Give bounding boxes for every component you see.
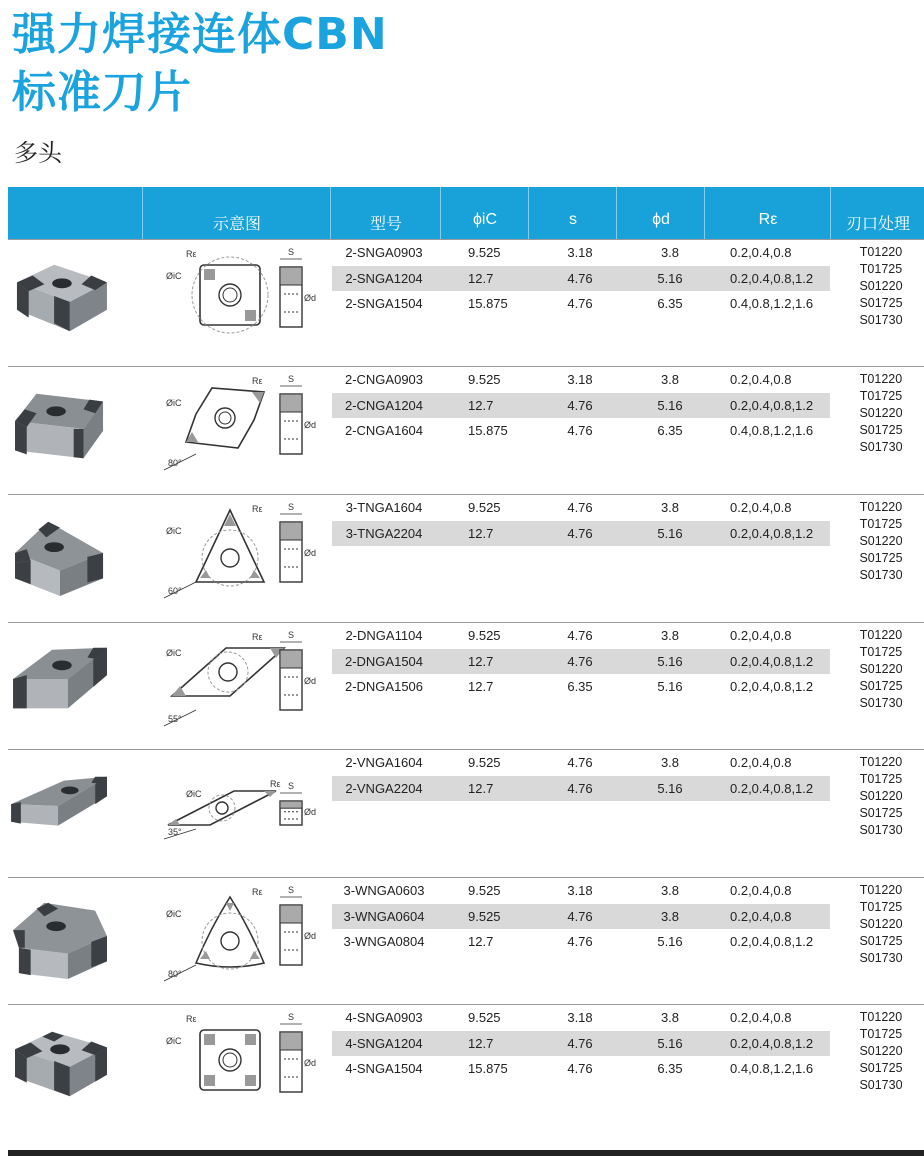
- cell-d: 6.35: [657, 1061, 683, 1076]
- cell-model: 3-WNGA0604: [343, 908, 425, 924]
- cell-ic: 12.7: [468, 270, 494, 286]
- page-title-line1: 强力焊接连体CBN: [12, 9, 388, 60]
- label-re: Rε: [186, 249, 197, 259]
- cell-ic: 15.875: [468, 423, 508, 438]
- cell-s: 3.18: [567, 245, 593, 260]
- header-separator: [704, 187, 705, 239]
- cell-ic: 15.875: [468, 1061, 508, 1076]
- cell-s: 4.76: [567, 1035, 593, 1051]
- cell-ic: 12.7: [468, 679, 494, 694]
- cell-s: 3.18: [567, 1010, 593, 1025]
- edge-treatment: S01725: [859, 296, 903, 310]
- table-row: [332, 878, 830, 903]
- edge-treatment: T01220: [859, 1010, 903, 1024]
- cell-model: 2-VNGA2204: [345, 780, 423, 796]
- edge-treatment: T01220: [859, 245, 903, 259]
- cell-re: 0.2,0.4,0.8: [730, 372, 792, 387]
- insert-group: [8, 1004, 924, 1132]
- insert-photo: [8, 380, 112, 470]
- edge-treatment-list: [846, 627, 916, 712]
- edge-treatment: T01220: [859, 628, 903, 642]
- edge-treatment: T01220: [859, 755, 903, 769]
- cell-model: 3-WNGA0804: [343, 934, 425, 949]
- cell-ic: 9.525: [468, 372, 501, 387]
- table-row: [332, 776, 830, 801]
- label-s: S: [288, 374, 295, 384]
- cell-re: 0.2,0.4,0.8,1.2: [730, 653, 814, 669]
- cell-ic: 12.7: [468, 397, 494, 413]
- cell-ic: 9.525: [468, 908, 501, 924]
- edge-treatment: S01730: [859, 568, 903, 582]
- cell-s: 4.76: [567, 908, 593, 924]
- cell-re: 0.2,0.4,0.8,1.2: [730, 525, 814, 541]
- cell-model: 3-TNGA2204: [345, 525, 423, 541]
- edge-treatment: T01220: [859, 883, 903, 897]
- label-ic: ØiC: [166, 909, 182, 919]
- page-title-line2: 标准刀片: [12, 67, 192, 118]
- insert-group: [8, 366, 924, 494]
- edge-treatment: S01220: [859, 279, 903, 293]
- cell-ic: 12.7: [468, 1035, 494, 1051]
- table-row: [332, 904, 830, 929]
- cell-model: 4-SNGA1204: [345, 1035, 423, 1051]
- edge-treatment: S01725: [859, 551, 903, 565]
- cell-s: 4.76: [567, 397, 593, 413]
- cell-d: 3.8: [660, 755, 680, 770]
- table-row: [332, 649, 830, 674]
- cell-ic: 12.7: [468, 934, 494, 949]
- label-re: Rε: [252, 632, 263, 642]
- table-row: [332, 367, 830, 392]
- label-ic: ØiC: [186, 789, 202, 799]
- insert-group: [8, 622, 924, 750]
- cell-model: 2-CNGA0903: [344, 372, 424, 387]
- header-separator: [330, 187, 331, 239]
- cell-re: 0.2,0.4,0.8: [730, 245, 792, 260]
- insert-photo: [8, 253, 112, 343]
- table-row: [332, 495, 830, 520]
- table-row: [332, 674, 830, 699]
- edge-treatment: T01725: [859, 772, 903, 786]
- cell-re: 0.2,0.4,0.8: [730, 628, 792, 643]
- edge-treatment: S01220: [859, 662, 903, 676]
- label-re: Rε: [252, 504, 263, 514]
- table-row: [332, 291, 830, 316]
- edge-treatment: T01725: [859, 389, 903, 403]
- cell-s: 3.18: [567, 883, 593, 898]
- cell-re: 0.2,0.4,0.8,1.2: [730, 397, 814, 413]
- cell-re: 0.2,0.4,0.8,1.2: [730, 679, 814, 694]
- cell-s: 4.76: [567, 628, 593, 643]
- edge-treatment-list: [846, 499, 916, 584]
- edge-treatment: T01725: [859, 517, 903, 531]
- header-ic: ϕiC: [472, 211, 498, 228]
- edge-treatment: S01220: [859, 1044, 903, 1058]
- cell-d: 3.8: [660, 628, 680, 643]
- label-s: S: [288, 630, 295, 640]
- cell-d: 5.16: [657, 780, 683, 796]
- cell-model: 2-DNGA1104: [345, 628, 423, 643]
- insert-diagram: [152, 881, 330, 991]
- cell-d: 5.16: [657, 270, 683, 286]
- edge-treatment: S01220: [859, 917, 903, 931]
- header-separator: [440, 187, 441, 239]
- cell-model: 4-SNGA1504: [345, 1061, 423, 1076]
- cell-ic: 15.875: [468, 296, 508, 311]
- edge-treatment-list: [846, 371, 916, 456]
- edge-treatment: S01730: [859, 696, 903, 710]
- label-d: Ød: [304, 1058, 317, 1068]
- cell-d: 6.35: [657, 296, 683, 311]
- cell-re: 0.4,0.8,1.2,1.6: [730, 296, 814, 311]
- label-ic: ØiC: [166, 648, 182, 658]
- label-angle: 80°: [168, 969, 182, 979]
- cell-d: 6.35: [657, 423, 683, 438]
- edge-treatment: S01725: [859, 423, 903, 437]
- edge-treatment: S01220: [859, 406, 903, 420]
- edge-treatment: T01220: [859, 372, 903, 386]
- label-d: Ød: [304, 548, 317, 558]
- cell-s: 4.76: [567, 500, 593, 515]
- insert-diagram: [152, 1008, 330, 1118]
- insert-group: [8, 749, 924, 877]
- label-d: Ød: [304, 420, 317, 430]
- label-re: Rε: [270, 779, 281, 789]
- insert-photo: [8, 763, 112, 853]
- insert-group: [8, 239, 924, 367]
- table-row: [332, 240, 830, 265]
- insert-photo: [8, 636, 112, 726]
- edge-treatment: T01220: [859, 500, 903, 514]
- cell-d: 3.8: [660, 245, 680, 260]
- edge-treatment: S01220: [859, 534, 903, 548]
- edge-treatment: S01725: [859, 1061, 903, 1075]
- table-row: [332, 623, 830, 648]
- cell-s: 3.18: [567, 372, 593, 387]
- header-model: 型号: [369, 216, 402, 233]
- cell-s: 6.35: [567, 679, 593, 694]
- cell-ic: 9.525: [468, 500, 501, 515]
- cell-s: 4.76: [567, 934, 593, 949]
- cell-re: 0.2,0.4,0.8: [730, 883, 792, 898]
- label-ic: ØiC: [166, 526, 182, 536]
- label-ic: ØiC: [166, 271, 182, 281]
- label-s: S: [288, 502, 295, 512]
- section-subtitle: 多头: [14, 139, 62, 167]
- table-row: [332, 266, 830, 291]
- header-separator: [830, 187, 831, 239]
- cell-model: 2-VNGA1604: [345, 755, 423, 770]
- label-angle: 80°: [168, 458, 182, 468]
- insert-photo: [8, 508, 112, 598]
- insert-photo: [8, 891, 112, 981]
- label-re: Rε: [252, 376, 263, 386]
- table-row: [332, 1005, 830, 1030]
- cell-ic: 12.7: [468, 780, 494, 796]
- cell-ic: 9.525: [468, 755, 501, 770]
- cell-s: 4.76: [567, 525, 593, 541]
- table-header: [8, 187, 924, 239]
- edge-treatment: S01730: [859, 313, 903, 327]
- cell-s: 4.76: [567, 1061, 593, 1076]
- cell-model: 2-CNGA1604: [344, 423, 424, 438]
- label-d: Ød: [304, 807, 317, 817]
- cell-model: 2-SNGA0903: [345, 245, 423, 260]
- cell-model: 3-WNGA0603: [343, 883, 425, 898]
- edge-treatment: T01725: [859, 900, 903, 914]
- cell-ic: 9.525: [468, 245, 501, 260]
- edge-treatment: S01220: [859, 789, 903, 803]
- edge-treatment-list: [846, 754, 916, 839]
- cell-d: 3.8: [660, 883, 680, 898]
- header-separator: [142, 187, 143, 239]
- table-row: [332, 521, 830, 546]
- cell-ic: 12.7: [468, 525, 494, 541]
- header-re: Rε: [758, 211, 778, 228]
- cell-model: 2-CNGA1204: [344, 397, 424, 413]
- cell-d: 5.16: [657, 525, 683, 541]
- edge-treatment: S01730: [859, 823, 903, 837]
- header-separator: [528, 187, 529, 239]
- cell-re: 0.2,0.4,0.8: [730, 1010, 792, 1025]
- cell-s: 4.76: [567, 423, 593, 438]
- cell-model: 3-TNGA1604: [345, 500, 423, 515]
- edge-treatment: S01730: [859, 440, 903, 454]
- cell-ic: 9.525: [468, 628, 501, 643]
- cell-d: 5.16: [657, 934, 683, 949]
- cell-s: 4.76: [567, 780, 593, 796]
- cell-d: 5.16: [657, 653, 683, 669]
- edge-treatment: S01725: [859, 806, 903, 820]
- edge-treatment: T01725: [859, 645, 903, 659]
- cell-model: 4-SNGA0903: [345, 1010, 423, 1025]
- cell-model: 2-DNGA1506: [344, 679, 424, 694]
- label-ic: ØiC: [166, 1036, 182, 1046]
- table-row: [332, 750, 830, 775]
- cell-d: 5.16: [657, 1035, 683, 1051]
- cell-model: 2-DNGA1504: [344, 653, 424, 669]
- insert-diagram: [152, 626, 330, 736]
- cell-d: 3.8: [660, 1010, 680, 1025]
- cell-re: 0.4,0.8,1.2,1.6: [730, 1061, 814, 1076]
- cell-s: 4.76: [567, 270, 593, 286]
- edge-treatment: S01730: [859, 951, 903, 965]
- table-row: [332, 1031, 830, 1056]
- cell-ic: 9.525: [468, 1010, 501, 1025]
- label-s: S: [288, 781, 295, 791]
- cell-re: 0.2,0.4,0.8: [730, 908, 792, 924]
- edge-treatment-list: [846, 244, 916, 329]
- edge-treatment-list: [846, 882, 916, 967]
- header-separator: [616, 187, 617, 239]
- header-d: ϕd: [652, 211, 670, 228]
- cell-re: 0.2,0.4,0.8,1.2: [730, 780, 814, 796]
- cell-re: 0.2,0.4,0.8,1.2: [730, 270, 814, 286]
- insert-diagram: [152, 498, 330, 608]
- edge-treatment: T01725: [859, 262, 903, 276]
- cell-d: 5.16: [657, 679, 683, 694]
- label-s: S: [288, 885, 295, 895]
- cell-re: 0.2,0.4,0.8: [730, 755, 792, 770]
- edge-treatment-list: [846, 1009, 916, 1094]
- insert-diagram: [152, 243, 330, 353]
- label-ic: ØiC: [166, 398, 182, 408]
- label-d: Ød: [304, 293, 317, 303]
- insert-diagram: [152, 753, 330, 863]
- label-s: S: [288, 247, 295, 257]
- label-re: Rε: [186, 1014, 197, 1024]
- cell-d: 5.16: [657, 397, 683, 413]
- insert-group: [8, 877, 924, 1005]
- edge-treatment: T01725: [859, 1027, 903, 1041]
- label-angle: 60°: [168, 586, 182, 596]
- label-s: S: [288, 1012, 295, 1022]
- label-d: Ød: [304, 676, 317, 686]
- cell-model: 2-SNGA1504: [345, 296, 423, 311]
- header-diagram: 示意图: [212, 216, 261, 233]
- cell-re: 0.2,0.4,0.8,1.2: [730, 934, 814, 949]
- cell-re: 0.2,0.4,0.8,1.2: [730, 1035, 814, 1051]
- edge-treatment: S01725: [859, 934, 903, 948]
- edge-treatment: S01730: [859, 1078, 903, 1092]
- cell-ic: 9.525: [468, 883, 501, 898]
- cell-s: 4.76: [567, 296, 593, 311]
- table-row: [332, 1056, 830, 1081]
- insert-diagram: [152, 370, 330, 480]
- label-d: Ød: [304, 931, 317, 941]
- cell-ic: 12.7: [468, 653, 494, 669]
- header-edge: 刃口处理: [845, 216, 910, 233]
- table-row: [332, 418, 830, 443]
- edge-treatment: S01725: [859, 679, 903, 693]
- cell-d: 3.8: [660, 500, 680, 515]
- table-row: [332, 393, 830, 418]
- cell-d: 3.8: [660, 372, 680, 387]
- label-re: Rε: [252, 887, 263, 897]
- cell-re: 0.2,0.4,0.8: [730, 500, 792, 515]
- insert-group: [8, 494, 924, 622]
- table-row: [332, 929, 830, 954]
- cell-model: 2-SNGA1204: [345, 270, 423, 286]
- bottom-rule: [8, 1150, 924, 1156]
- cell-s: 4.76: [567, 755, 593, 770]
- insert-photo: [8, 1018, 112, 1108]
- label-angle: 35°: [168, 827, 182, 837]
- label-angle: 55°: [168, 714, 182, 724]
- header-s: s: [569, 211, 577, 228]
- cell-d: 3.8: [660, 908, 680, 924]
- cell-s: 4.76: [567, 653, 593, 669]
- cell-re: 0.4,0.8,1.2,1.6: [730, 423, 814, 438]
